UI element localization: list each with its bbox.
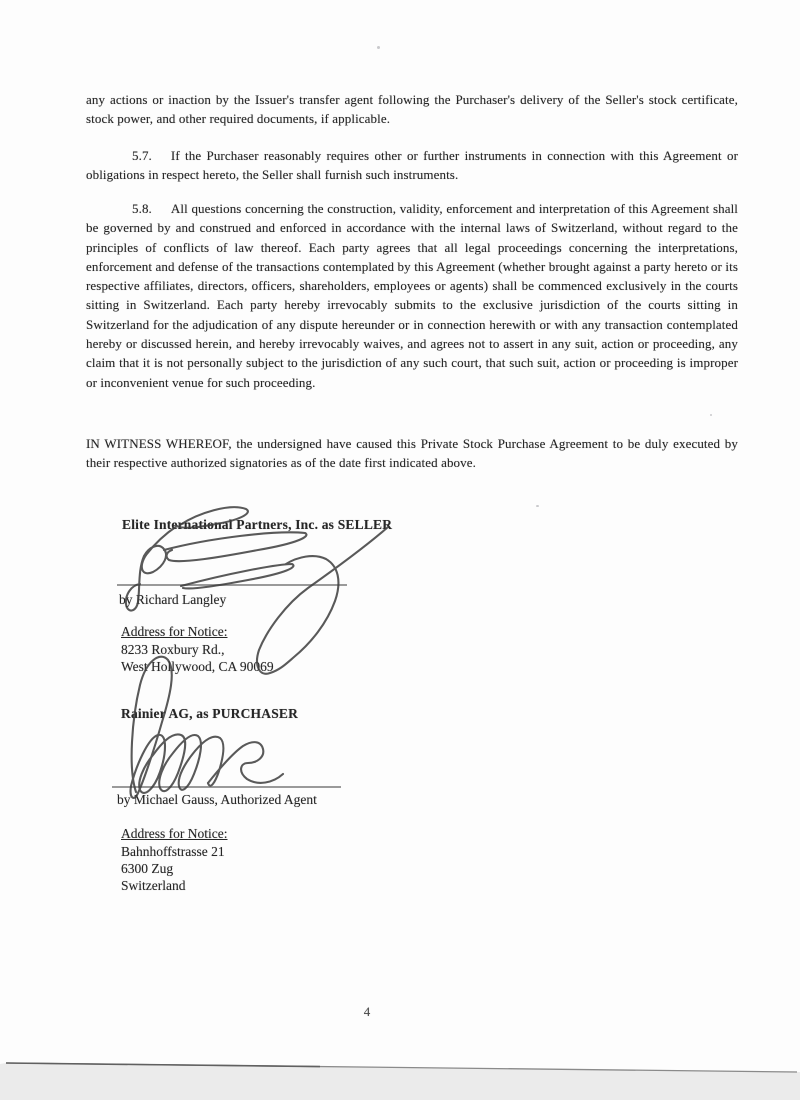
scan-speckle xyxy=(536,505,539,507)
purchaser-signature-line xyxy=(112,786,341,788)
purchaser-heading: Rainier AG, as PURCHASER xyxy=(121,706,299,721)
continuation-paragraph: any actions or inaction by the Issuer's transfer agent following the Purchaser's delivery of the Seller's stock certificate, stock power, and other required documents, if applicable. xyxy=(86,92,738,127)
seller-heading: Elite International Partners, Inc. as SELLER xyxy=(122,517,393,532)
purchaser-address-line: 6300 Zug xyxy=(121,861,174,876)
scan-speckle xyxy=(377,46,380,49)
purchaser-address-line: Switzerland xyxy=(121,878,186,893)
scan-speckle xyxy=(710,414,712,416)
witness-clause: IN WITNESS WHEREOF, the undersigned have caused this Private Stock Purchase Agreement to be duly executed by their respective authorized signatories as of the date first indicated above. xyxy=(86,436,738,471)
seller-address-line: West Hollywood, CA 90069 xyxy=(121,659,274,674)
section-text: All questions concerning the construction, validity, enforcement and interpretation of this Agreement shall be governed by and construed and enforced in accordance with the internal laws of Switzerland, without regard to the principles of conflicts of law thereof. Each party agrees that all legal proceedings concerning the interpretations, enforcement and defense of the transactions contemplated by this Agreement (whether brought against a party hereto or its respective affiliates, directors, officers, shareholders, employees or agents) shall be commenced exclusively in the courts sitting in Switzerland. Each party hereby irrevocably submits to the exclusive jurisdiction of the courts sitting in Switzerland for the adjudication of any dispute hereunder or in connection herewith or with any transaction contemplated hereby or discussed herein, and hereby irrevocably waives, and agrees not to assert in any suit, action or proceeding, any claim that it is not personally subject to the jurisdiction of any such court, that such suit, action or proceeding is improper or inconvenient venue for such proceeding. xyxy=(86,201,738,390)
section-5-8 xyxy=(86,199,738,392)
purchaser-signature-ink xyxy=(131,657,283,798)
section-number: 5.8. xyxy=(132,201,152,216)
purchaser-by-line: by Michael Gauss, Authorized Agent xyxy=(117,792,317,807)
section-text: If the Purchaser reasonably requires other or further instruments in connection with this Agreement or obligations in respect hereto, the Seller shall furnish such instruments. xyxy=(86,148,738,183)
page-bottom-edge xyxy=(0,1050,800,1100)
purchaser-address-line: Bahnhoffstrasse 21 xyxy=(121,844,225,859)
purchaser-address-label: Address for Notice: xyxy=(121,826,228,841)
page-number: 4 xyxy=(363,1004,371,1019)
section-5-7 xyxy=(86,146,738,185)
seller-address-line: 8233 Roxbury Rd., xyxy=(121,642,225,657)
seller-signature-line xyxy=(117,584,347,586)
section-number: 5.7. xyxy=(132,148,152,163)
seller-by-line: by Richard Langley xyxy=(119,592,227,607)
seller-address-label: Address for Notice: xyxy=(121,624,228,639)
